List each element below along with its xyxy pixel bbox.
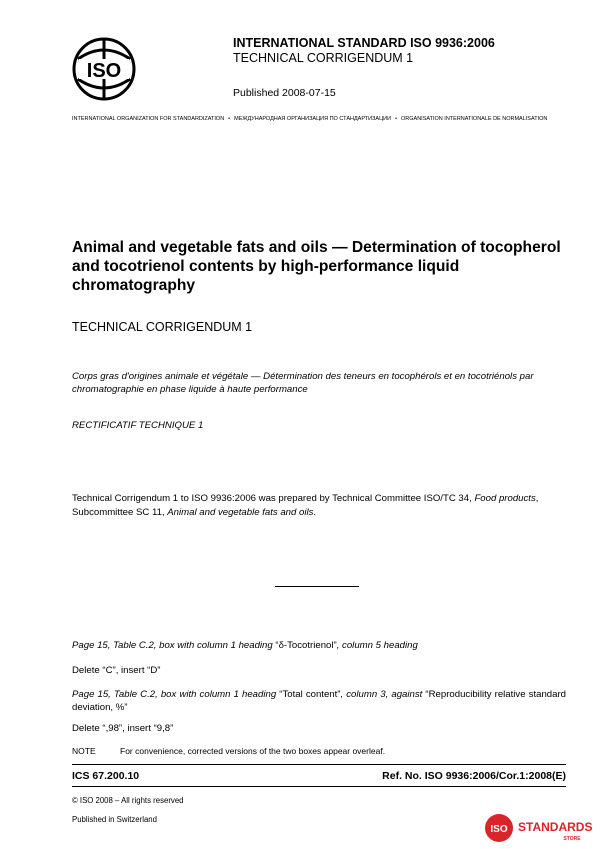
reference-number: Ref. No. ISO 9936:2006/Cor.1:2008(E) [382, 770, 566, 782]
prep-text-1: Technical Corrigendum 1 to ISO 9936:2006 was prepared by Technical Committee ISO/TC 34, [72, 493, 475, 504]
note-text: For convenience, corrected versions of the two boxes appear overleaf. [120, 746, 386, 756]
footer-rule-top [72, 764, 566, 765]
standard-title: INTERNATIONAL STANDARD ISO 9936:2006 [233, 36, 495, 50]
published-in: Published in Switzerland [72, 815, 157, 824]
prep-sc-name: Animal and vegetable fats and oils [167, 507, 314, 518]
c1-text-a: Page 15, Table C.2, box with column 1 heading [72, 640, 276, 651]
c1-text-b: “δ-Tocotrienol” [275, 640, 337, 651]
iso-logo-text: ISO [86, 60, 122, 82]
iso-standards-store-badge[interactable] [484, 812, 594, 844]
prep-tc-name: Food products [474, 493, 536, 504]
section-divider [275, 586, 359, 587]
org-separator: • [395, 116, 397, 122]
footer-rule-bottom [72, 786, 566, 787]
corrigendum-label: TECHNICAL CORRIGENDUM 1 [72, 320, 253, 334]
org-ru: МЕЖДУНАРОДНАЯ ОРГАНИЗАЦИЯ ПО СТАНДАРТИЗАЦИИ [234, 116, 392, 122]
c3-text-d: “Reproducibility relative standard deviation, %” [72, 689, 566, 713]
organizations-line [72, 116, 566, 122]
corrigendum-subtitle: TECHNICAL CORRIGENDUM 1 [233, 51, 414, 65]
french-corrigendum-label: RECTIFICATIF TECHNIQUE 1 [72, 420, 204, 431]
badge-standards-text: STANDARDS [518, 820, 593, 834]
note [72, 746, 385, 756]
c3-text-a: Page 15, Table C.2, box with column 1 heading [72, 689, 280, 700]
document-title: Animal and vegetable fats and oils — Determination of tocopherol and tocotrienol contents by high-performance liquid chromatography [72, 239, 561, 294]
c3-text-c: , column 3, against [340, 689, 426, 700]
org-en: INTERNATIONAL ORGANIZATION FOR STANDARDIZATION [72, 116, 225, 122]
prep-text-2: , Subcommittee SC 11, [72, 493, 539, 518]
prep-text-3: . [313, 507, 317, 518]
org-separator: • [228, 116, 231, 122]
french-title: Corps gras d'origines animale et végétale — Détermination des teneurs en tocophérols et en tocotriénols par chromatographie en phase liquide à haute performance [72, 371, 534, 395]
copyright: © ISO 2008 – All rights reserved [72, 796, 184, 805]
c1-text-c: , column 5 heading [336, 640, 418, 651]
published-date: Published 2008-07-15 [233, 87, 336, 99]
org-fr: ORGANISATION INTERNATIONALE DE NORMALISATION [401, 116, 548, 122]
badge-iso-text: ISO [490, 824, 508, 835]
note-label: NOTE [72, 746, 96, 756]
correction-2-action: Delete “,98”, insert “9,8” [72, 723, 174, 734]
c3-text-b: “Total content” [279, 689, 341, 700]
iso-logo [72, 37, 136, 101]
correction-2-location [72, 688, 566, 714]
preparation-paragraph [72, 492, 568, 520]
badge-store-text: STORE [563, 836, 581, 842]
ics-code: ICS 67.200.10 [72, 770, 140, 782]
correction-1-action: Delete “C”, insert “D” [72, 665, 161, 676]
correction-1-location [72, 640, 418, 651]
